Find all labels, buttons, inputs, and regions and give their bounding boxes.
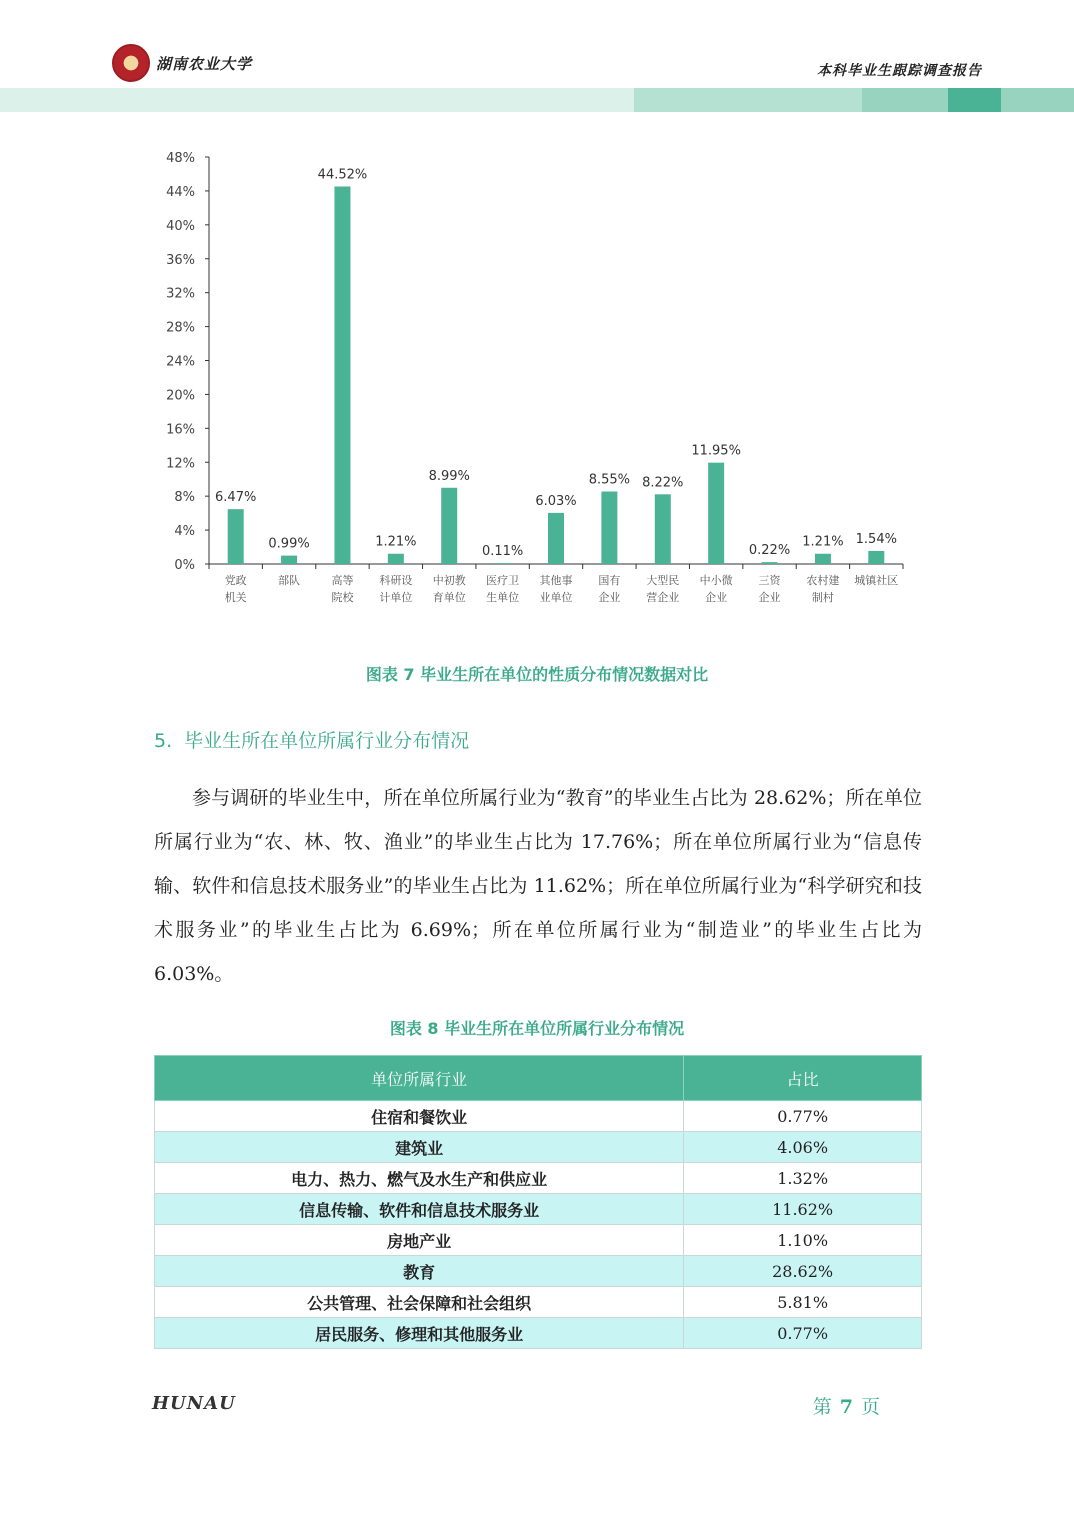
industry-cell: 信息传输、软件和信息技术服务业 (155, 1194, 684, 1225)
category-label: 国有 (598, 574, 621, 587)
table-row (155, 1101, 922, 1132)
share-cell: 4.06% (684, 1132, 922, 1163)
table-header-industry: 单位所属行业 (155, 1056, 684, 1101)
data-label: 0.99% (268, 536, 310, 552)
share-cell: 5.81% (684, 1287, 922, 1318)
data-label: 8.55% (588, 472, 631, 488)
category-label: 中小微 (699, 574, 733, 587)
data-label: 6.47% (215, 490, 257, 506)
bar (708, 463, 724, 564)
y-tick-label: 12% (166, 456, 195, 472)
table-row (155, 1318, 922, 1349)
share-cell: 11.62% (684, 1194, 922, 1225)
share-cell: 28.62% (684, 1256, 922, 1287)
university-seal-icon (112, 44, 150, 82)
data-label: 8.22% (642, 475, 684, 491)
category-label: 三资 (758, 574, 781, 587)
share-cell: 0.77% (684, 1101, 922, 1132)
report-title: 本科毕业生跟踪调查报告 (817, 63, 982, 79)
unit-type-bar-chart (150, 140, 920, 620)
y-tick-label: 32% (166, 286, 195, 302)
table-header-row (155, 1056, 922, 1101)
category-label: 医疗卫 (486, 574, 520, 587)
category-label: 科研设 (379, 574, 413, 587)
bar (495, 563, 511, 564)
table-row (155, 1287, 922, 1318)
table-row (155, 1225, 922, 1256)
category-label: 中初教 (432, 574, 466, 587)
data-label: 11.95% (691, 443, 741, 459)
category-label: 大型民 (646, 574, 680, 587)
bar (762, 562, 778, 564)
bar (334, 187, 350, 564)
category-label: 营企业 (646, 591, 680, 604)
industry-cell: 居民服务、修理和其他服务业 (155, 1318, 684, 1349)
university-name: 湖南农业大学 (156, 54, 253, 73)
page-number-value: 7 (839, 1396, 853, 1418)
figure7-caption: 图表 7 毕业生所在单位的性质分布情况数据对比 (365, 665, 709, 684)
share-cell: 0.77% (684, 1318, 922, 1349)
section-paragraph: 参与调研的毕业生中，所在单位所属行业为“教育”的毕业生占比为 28.62%；所在单位所属行业为“农、林、牧、渔业”的毕业生占比为 17.76%；所在单位所属行业为“信息传输、软件和信息技术服务业”的毕业生占比为 11.62%；所在单位所属行业为“科学研究和技术服务业”的毕业生占比为 6.69%；所在单位所属行业为“制造业”的毕业生占比为 6.03%。 (154, 787, 922, 985)
bar (655, 494, 671, 564)
y-tick-label: 44% (166, 184, 195, 200)
industry-cell: 电力、热力、燃气及水生产和供应业 (155, 1163, 684, 1194)
figure8-caption: 图表 8 毕业生所在单位所属行业分布情况 (389, 1019, 685, 1038)
category-label: 企业 (598, 591, 621, 604)
section-title: 毕业生所在单位所属行业分布情况 (184, 730, 470, 752)
category-label: 企业 (758, 591, 781, 604)
industry-cell: 公共管理、社会保障和社会组织 (155, 1287, 684, 1318)
share-cell: 1.10% (684, 1225, 922, 1256)
data-label: 44.52% (317, 167, 368, 183)
page-number (813, 1392, 880, 1419)
bar (281, 556, 297, 564)
y-tick-label: 28% (166, 320, 195, 336)
table-row (155, 1256, 922, 1287)
category-label: 业单位 (539, 591, 573, 604)
y-tick-label: 24% (166, 354, 195, 370)
industry-cell: 房地产业 (155, 1225, 684, 1256)
y-tick-label: 4% (174, 524, 195, 540)
category-label: 其他事 (539, 574, 573, 587)
data-label: 1.21% (802, 534, 844, 550)
header-band-2 (634, 88, 862, 112)
bar (228, 509, 244, 564)
y-tick-label: 36% (166, 252, 195, 268)
category-label: 高等 (331, 574, 354, 587)
y-tick-label: 48% (166, 151, 195, 166)
section-heading (154, 726, 469, 753)
category-label: 制村 (811, 591, 834, 604)
header-band-4 (948, 88, 1001, 112)
header-band-3 (862, 88, 948, 112)
industry-cell: 建筑业 (155, 1132, 684, 1163)
category-label: 农村建 (806, 574, 840, 587)
industry-cell: 教育 (155, 1256, 684, 1287)
footer-brand: HUNAU (152, 1393, 236, 1414)
category-label: 院校 (331, 591, 354, 604)
data-label: 1.21% (375, 534, 417, 550)
category-label: 部队 (278, 574, 301, 587)
category-label: 机关 (224, 591, 247, 604)
data-label: 8.99% (428, 468, 470, 484)
bar (388, 554, 404, 564)
industry-cell: 住宿和餐饮业 (155, 1101, 684, 1132)
bar (868, 551, 884, 564)
page-prefix: 第 (812, 1396, 832, 1418)
bar (815, 554, 831, 564)
table-header-share: 占比 (684, 1056, 922, 1101)
y-tick-label: 40% (166, 218, 195, 234)
university-logo (112, 44, 252, 82)
table-row (155, 1163, 922, 1194)
page-suffix: 页 (860, 1396, 880, 1418)
bar (548, 513, 564, 564)
category-label: 城镇社区 (854, 574, 899, 587)
header-band-1 (0, 88, 634, 112)
data-label: 0.11% (481, 544, 524, 560)
section-number: 5. (154, 730, 173, 752)
category-label: 计单位 (379, 591, 413, 604)
category-label: 党政 (224, 574, 247, 587)
y-tick-label: 0% (174, 558, 195, 573)
table-row (155, 1194, 922, 1225)
industry-distribution-table (154, 1055, 922, 1349)
category-label: 生单位 (486, 591, 520, 604)
header-band-5 (1001, 88, 1074, 112)
data-label: 1.54% (855, 531, 897, 547)
category-label: 育单位 (432, 591, 466, 604)
table-row (155, 1132, 922, 1163)
bar (601, 492, 617, 564)
bar (441, 488, 457, 564)
y-tick-label: 8% (174, 490, 195, 506)
page-header (0, 0, 1074, 115)
share-cell: 1.32% (684, 1163, 922, 1194)
y-tick-label: 20% (166, 388, 195, 404)
data-label: 6.03% (535, 493, 577, 509)
category-label: 企业 (705, 591, 728, 604)
data-label: 0.22% (748, 543, 791, 559)
y-tick-label: 16% (166, 422, 195, 438)
